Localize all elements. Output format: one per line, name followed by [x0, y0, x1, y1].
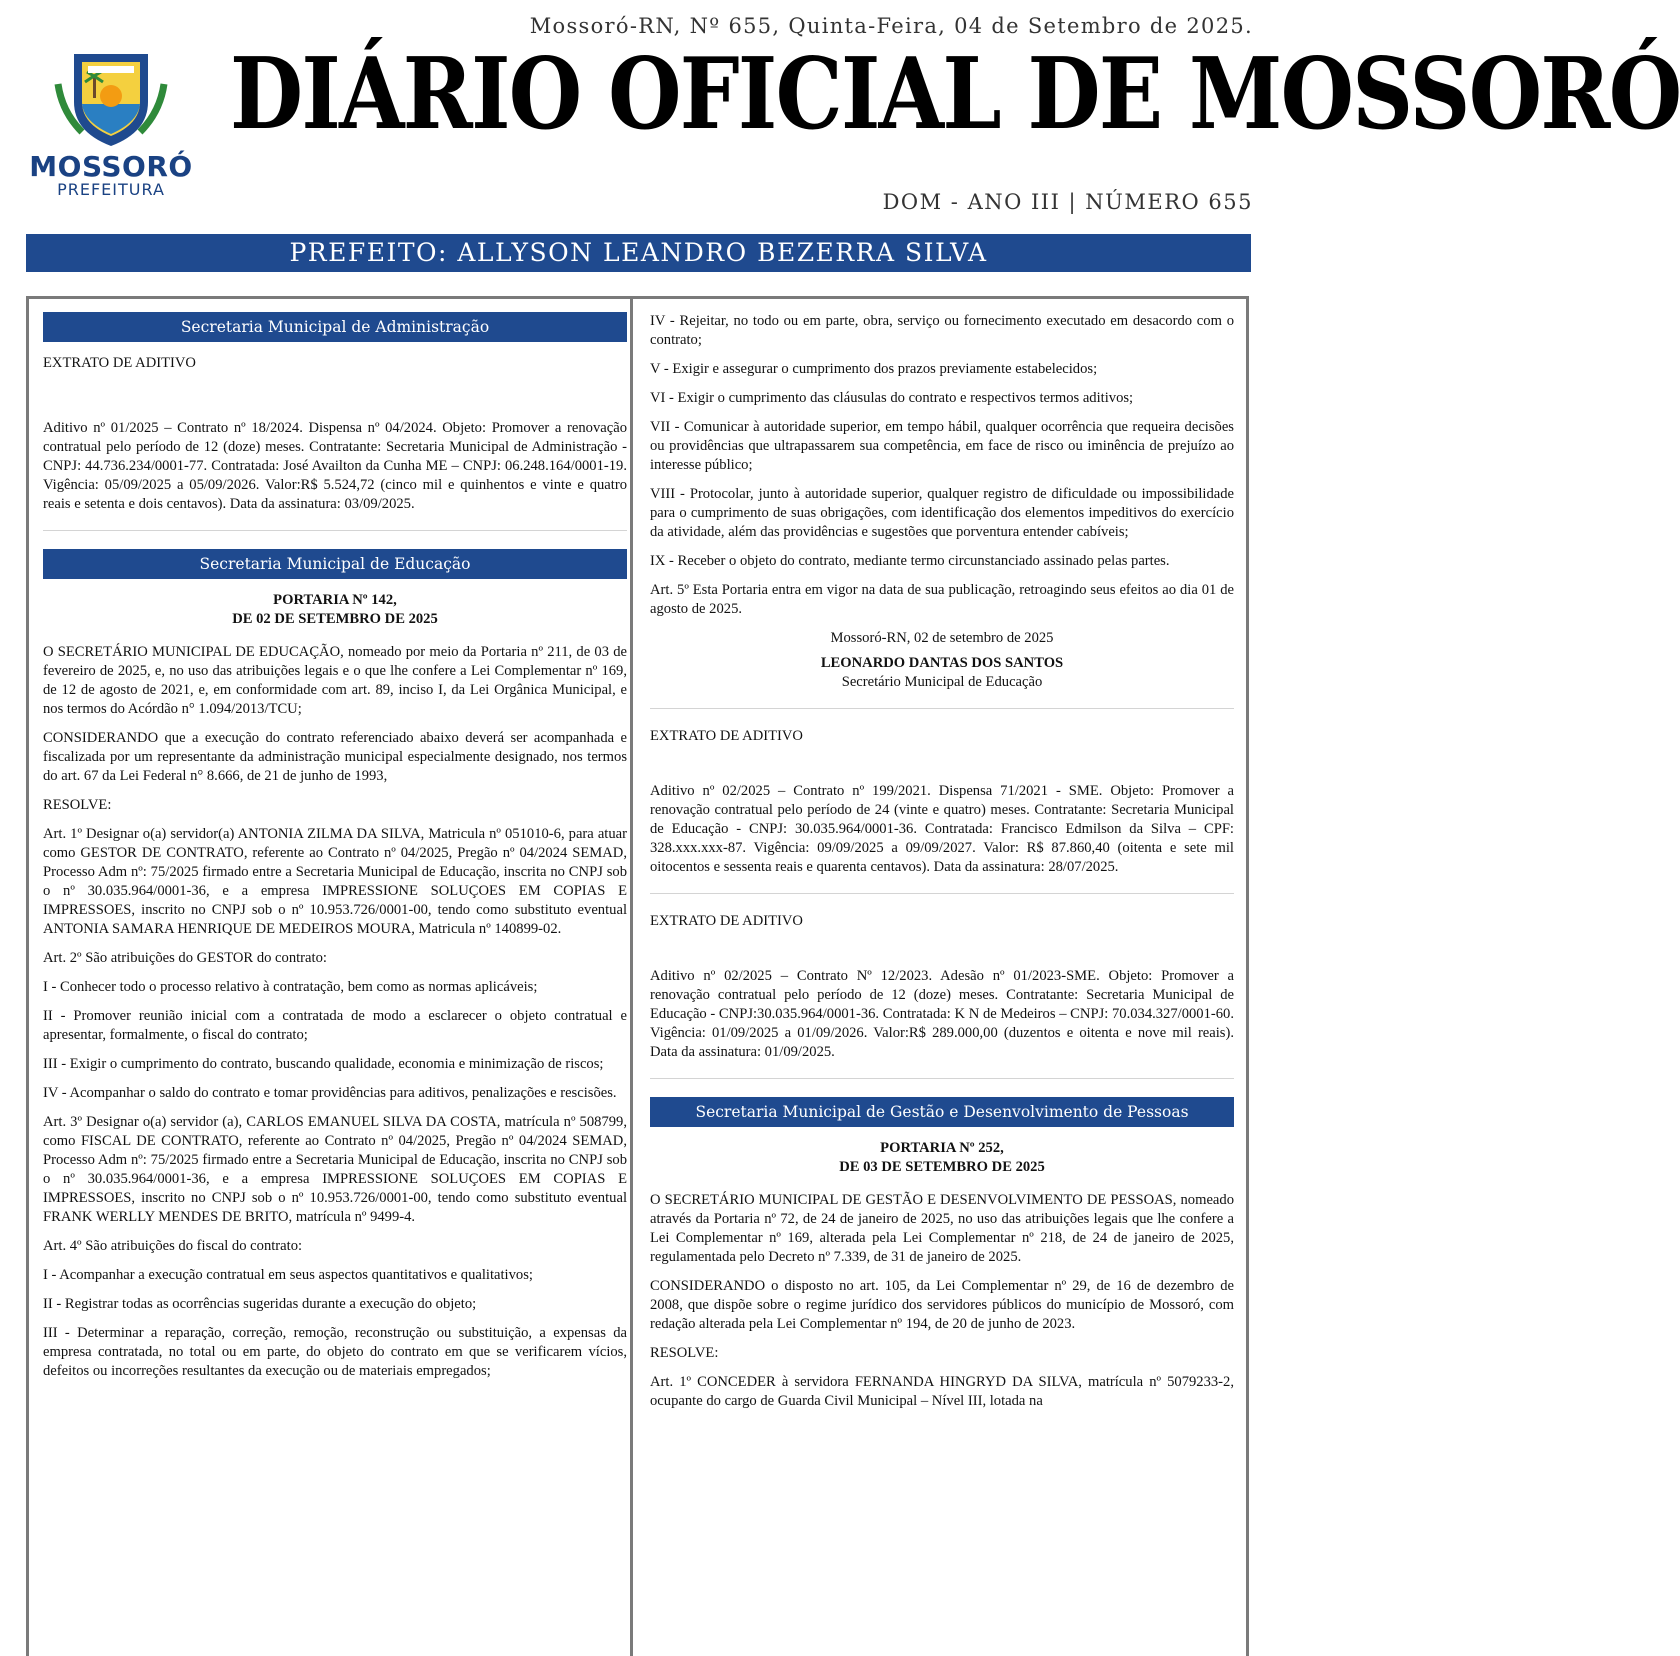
paragraph: Art. 3º Designar o(a) servidor (a), CARLOS EMANUEL SILVA DA COSTA, matrícula nº 508799, como FISCAL DE CONTRATO, referente ao Contrato nº 04/2025, Pregão nº 04/2024 SEMAD, Processo Adm nº: 75/2025 firmado entre a Secretaria Municipal de Educação, inscrita no CNPJ sob o nº 30.035.964/0001-36, e a empresa IMPRESSIONE SOLUÇOES EM COPIAS E IMPRESSOES, inscrito no CNPJ sob o nº 10.953.726/0001-00, tendo como substituto eventual FRANK WERLLY MENDES DE BRITO, matrícula nº 9499-4. [43, 1114, 627, 1225]
extrato-title: EXTRATO DE ADITIVO [650, 728, 803, 744]
separator [650, 893, 1234, 894]
portaria-title: PORTARIA Nº 252, [880, 1140, 1004, 1156]
signer-name: LEONARDO DANTAS DOS SANTOS [820, 655, 1064, 671]
extrato-text: Aditivo nº 02/2025 – Contrato Nº 12/2023. Adesão nº 01/2023-SME. Objeto: Promover a renovação contratual pelo período de 12 (doze) meses. Contratante: Secretaria Municipal de Educação - CNPJ:30.035.964/0001-36. Contratada: K N de Medeiros – CNPJ: 70.034.327/0001-60. Vigência: 01/09/2025 a 01/09/2026. Valor:R$ 289.000,00 (duzentos e oitenta e nove mil reais). Data da assinatura: 01/09/2025. [650, 968, 1234, 1060]
masthead-title: DIÁRIO OFICIAL DE MOSSORÓ [230, 37, 1680, 152]
paragraph: CONSIDERANDO o disposto no art. 105, da Lei Complementar nº 29, de 16 de dezembro de 2008, que dispõe sobre o regime jurídico dos servidores públicos do município de Mossoró, com redação alterada pela Lei Complementar nº 194, de 20 de junho de 2023. [650, 1278, 1234, 1332]
logo-name: MOSSORÓ [29, 150, 193, 183]
extrato-text: Aditivo nº 01/2025 – Contrato nº 18/2024. Dispensa nº 04/2024. Objeto: Promover a renovação contratual pelo período de 12 (doze) meses. Contratante: Secretaria Municipal de Administração - CNPJ: 44.736.234/0001-77. Contratada: José Availton da Cunha ME – CNPJ: 06.248.164/0001-19. Vigência: 05/09/2025 a 05/09/2026. Valor:R$ 5.524,72 (cinco mil e quinhentos e vinte e quatro reais e setenta e dois centavos). Data da assinatura: 03/09/2025. [43, 420, 627, 512]
paragraph: III - Exigir o cumprimento do contrato, buscando qualidade, economia e minimização de riscos; [43, 1056, 604, 1072]
edition-line: Mossoró-RN, Nº 655, Quinta-Feira, 04 de Setembro de 2025. [529, 14, 1253, 38]
paragraph: II - Promover reunião inicial com a contratada de modo a esclarecer o objeto contratual e apresentar, formalmente, o fiscal do contrato; [43, 1008, 627, 1043]
mayor-banner: PREFEITO: ALLYSON LEANDRO BEZERRA SILVA [26, 234, 1251, 272]
signer-role: Secretário Municipal de Educação [841, 674, 1043, 690]
paragraph: Art. 1º Designar o(a) servidor(a) ANTONIA ZILMA DA SILVA, Matricula nº 051010-6, para atuar como GESTOR DE CONTRATO, referente ao Contrato nº 04/2025, Pregão nº 04/2024 SEMAD, Processo Adm nº: 75/2025 firmado entre a Secretaria Municipal de Educação, inscrita no CNPJ sob o nº 30.035.964/0001-36, e a empresa IMPRESSIONE SOLUÇOES EM COPIAS E IMPRESSOES, inscrito no CNPJ sob o nº 10.953.726/0001-00, tendo como substituto eventual ANTONIA SAMARA HENRIQUE DE MEDEIROS MOURA, Matricula nº 140899-02. [43, 826, 627, 937]
separator [650, 1078, 1234, 1079]
paragraph: Art. 5º Esta Portaria entra em vigor na data de sua publicação, retroagindo seus efeitos ao dia 01 de agosto de 2025. [650, 582, 1234, 617]
portaria-date: DE 02 DE SETEMBRO DE 2025 [232, 611, 438, 627]
paragraph: II - Registrar todas as ocorrências sugeridas durante a execução do objeto; [43, 1296, 477, 1312]
paragraph: I - Conhecer todo o processo relativo à contratação, bem como as normas aplicáveis; [43, 979, 538, 995]
issue-number: DOM - ANO III | NÚMERO 655 [882, 190, 1253, 214]
paragraph: Art. 4º São atribuições do fiscal do contrato: [43, 1238, 303, 1254]
paragraph: Art. 1º CONCEDER à servidora FERNANDA HINGRYD DA SILVA, matrícula nº 5079233-2, ocupante do cargo de Guarda Civil Municipal – Nível III, lotada na [650, 1374, 1234, 1409]
paragraph: IV - Acompanhar o saldo do contrato e tomar providências para aditivos, penalizações e rescisões. [43, 1085, 617, 1101]
paragraph: VIII - Protocolar, junto à autoridade superior, qualquer registro de dificuldade ou impossibilidade para o cumprimento de suas obrigações, com identificação dos elementos impeditivos do exercício da atividade, além das providências e sugestões que porventura entender cabíveis; [650, 486, 1234, 540]
paragraph: I - Acompanhar a execução contratual em seus aspectos quantitativos e qualitativos; [43, 1267, 533, 1283]
logo-subtitle: PREFEITURA [57, 180, 165, 199]
extrato-title: EXTRATO DE ADITIVO [43, 355, 196, 371]
paragraph: III - Determinar a reparação, correção, remoção, reconstrução ou substituição, a expensas da empresa contratada, no total ou em parte, do objeto do contrato em que se verificarem vícios, defeitos ou incorreções resultantes da execução ou de materiais empregados; [43, 1325, 627, 1379]
paragraph: V - Exigir e assegurar o cumprimento dos prazos previamente estabelecidos; [650, 361, 1098, 377]
portaria-title: PORTARIA Nº 142, [273, 592, 397, 608]
paragraph: RESOLVE: [650, 1345, 719, 1361]
section-header-educacao: Secretaria Municipal de Educação [43, 549, 627, 579]
paragraph: O SECRETÁRIO MUNICIPAL DE EDUCAÇÃO, nomeado por meio da Portaria nº 211, de 03 de fevereiro de 2025, e, no uso das atribuições legais e o que lhe confere a Lei Complementar nº 169, de 12 de agosto de 2021, e, em conformidade com art. 89, inciso I, da Lei Orgânica Municipal, e nos termos do Acórdão n° 1.094/2013/TCU; [43, 644, 627, 717]
section-header-gestao-pessoas: Secretaria Municipal de Gestão e Desenvolvimento de Pessoas [650, 1097, 1234, 1127]
right-column [650, 312, 1234, 1421]
paragraph: RESOLVE: [43, 797, 112, 813]
paragraph: VII - Comunicar à autoridade superior, em tempo hábil, qualquer ocorrência que requeira decisões ou providências que ultrapassarem sua competência, em face de risco ou iminência de prejuízo ao interesse público; [650, 419, 1234, 473]
separator [650, 708, 1234, 709]
paragraph: Art. 2º São atribuições do GESTOR do contrato: [43, 950, 327, 966]
extrato-text: Aditivo nº 02/2025 – Contrato nº 199/2021. Dispensa 71/2021 - SME. Objeto: Promover a renovação contratual pelo período de 24 (vinte e quatro) meses. Contratante: Secretaria Municipal de Educação - CNPJ: 30.035.964/0001-36. Contratada: Francisco Edmilson da Silva – CPF: 328.xxx.xxx-87. Vigência: 09/09/2025 a 09/09/2027. Valor: R$ 87.860,40 (oitenta e sete mil oitocentos e sessenta reais e quarenta centavos). Data da assinatura: 28/07/2025. [650, 783, 1234, 875]
paragraph: O SECRETÁRIO MUNICIPAL DE GESTÃO E DESENVOLVIMENTO DE PESSOAS, nomeado através da Portaria nº 72, de 24 de janeiro de 2025, no uso das atribuições legais que lhe confere a Lei Complementar nº 169, alterada pela Lei Complementar nº 218, de 24 de janeiro de 2025, regulamentada pelo Decreto nº 7.339, de 31 de janeiro de 2025. [650, 1192, 1234, 1265]
paragraph: IX - Receber o objeto do contrato, mediante termo circunstanciado assinado pelas partes. [650, 553, 1170, 569]
column-divider [630, 296, 633, 1656]
place-date: Mossoró-RN, 02 de setembro de 2025 [830, 630, 1054, 646]
paragraph: CONSIDERANDO que a execução do contrato referenciado abaixo deverá ser acompanhada e fiscalizada por um representante da administração municipal especialmente designado, nos termos do art. 67 da Lei Federal n° 8.666, de 21 de junho de 1993, [43, 730, 627, 784]
extrato-title: EXTRATO DE ADITIVO [650, 913, 803, 929]
portaria-date: DE 03 DE SETEMBRO DE 2025 [839, 1159, 1045, 1175]
city-crest-icon [52, 50, 170, 150]
paragraph: IV - Rejeitar, no todo ou em parte, obra, serviço ou fornecimento executado em desacordo com o contrato; [650, 313, 1234, 348]
separator [43, 530, 627, 531]
section-header-administracao: Secretaria Municipal de Administração [43, 312, 627, 342]
left-column [43, 312, 627, 1391]
prefeitura-logo [22, 50, 200, 202]
paragraph: VI - Exigir o cumprimento das cláusulas do contrato e respectivos termos aditivos; [650, 390, 1134, 406]
